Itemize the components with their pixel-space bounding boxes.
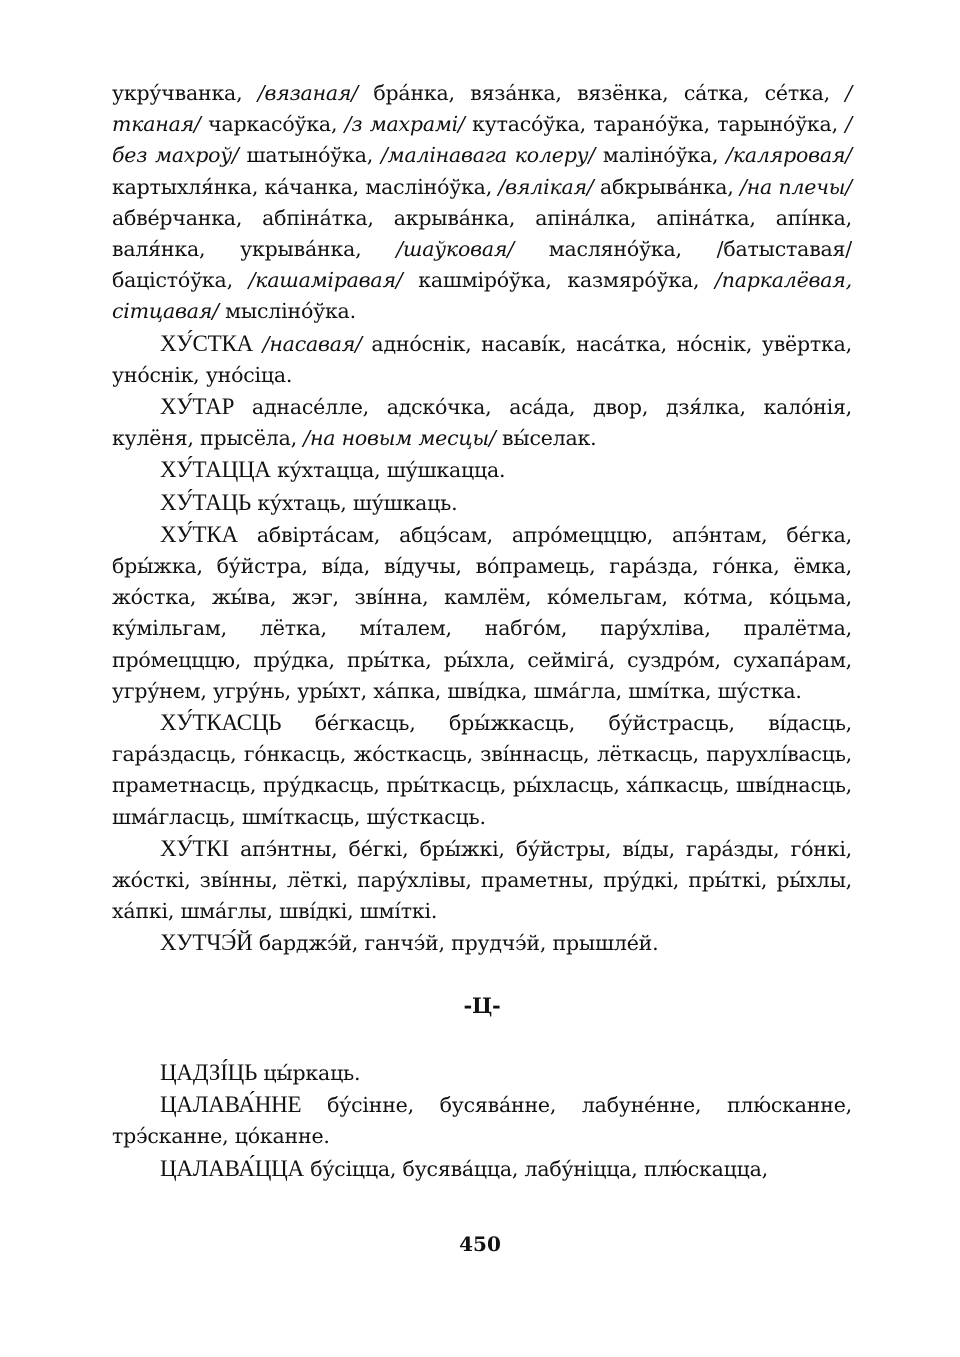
dictionary-entry [112,707,852,833]
synonym-text: аднасе́лле, адско́чка, аса́да, двор, дзя́лка, кало́нія, кулёня, прысёла, [112,395,852,451]
entry-headword: ХУ́ТКА [160,521,238,547]
entry-headword: ЦАДЗІ́ЦЬ [160,1059,258,1085]
synonym-text: маліно́ўка, [595,143,727,168]
usage-note: /вязаная/ [257,81,358,105]
synonym-text: чаркасо́ўка, [200,112,345,137]
dictionary-page [112,78,852,1185]
dictionary-entry [112,454,852,486]
dictionary-entry [112,1089,852,1152]
synonym-text: картыхля́нка, ка́чанка, масліно́ўка, [112,174,499,199]
synonym-text [253,332,263,356]
dictionary-entry [112,1057,852,1089]
usage-note: /на новым месцы/ [303,426,496,451]
entry-headword: ХУ́ТКАСЦЬ [160,710,282,736]
entry-headword: ЦАЛАВА́ННЕ [160,1092,302,1118]
synonym-text: кутасо́ўка, тарано́ўка, тарыно́ўка, [464,112,846,137]
synonym-text: барджэ́й, ганчэ́й, прудчэ́й, прышле́й. [252,931,659,956]
synonym-text: абве́рчанка, абпіна́тка, акрыва́нка, апіна́лка, апіна́тка, апі́нка, валя́нка, укрыва́нка, [112,205,852,262]
synonym-text: бу́сіцца, бусява́цца, лабу́ніцца, плю́скацца, [303,1156,768,1181]
page-number: 450 [459,1232,501,1256]
entry-headword: ХУ́ТАЦЬ [160,489,252,515]
usage-note: /вялікая/ [498,174,594,199]
usage-note: /насавая/ [262,331,362,356]
dictionary-entry [112,487,852,519]
usage-note: /з махрамі/ [344,112,465,137]
synonym-text: адно́снік, насаві́к, наса́тка, но́снік, увёртка, уно́снік, уно́сіца. [112,331,852,387]
usage-note: /тканая/ [112,81,852,137]
entries-list [112,328,852,960]
entry-headword: ХУТЧЭ́Й [160,930,253,956]
synonym-text: бра́нка, вяза́нка, вязёнка, са́тка, се́тка, [358,81,846,105]
synonym-text: бе́гкасць, бры́жкасць, бу́йстрасць, ві́дасць, гара́здасць, го́нкасць, жо́сткасць, зві́ннасць, лёткасць, парухлі́васць, праметнасць, пру́дкасць, пры́ткасць, ры́хласць, ха́пкасць, шві́днасць, шма́гласць, шмі́ткасць, шу́сткасць. [112,711,852,829]
section-letter-heading: -Ц- [463,992,501,1018]
usage-note: /без махроў/ [112,112,852,168]
entry-headword: ХУ́СТКА [160,330,254,356]
entry-headword: ХУ́ТКІ [160,835,229,861]
dictionary-entry [112,519,852,707]
dictionary-entry [112,927,852,959]
usage-note: /паркалёвая, сітцавая/ [112,268,852,324]
dictionary-entry [112,328,852,391]
synonym-text: цы́ркаць. [257,1060,361,1085]
synonym-text: мысліно́ўка. [218,299,356,324]
synonym-text: бацісто́ўка, [112,268,249,293]
entry-headword: ХУ́ТАР [160,394,235,420]
continuation-paragraph [112,78,852,328]
usage-note: /малінавага колеру/ [380,143,596,168]
usage-note: /на плечы/ [740,174,852,199]
synonym-text: ку́хтацца, шу́шкацца. [270,458,506,483]
synonym-text: абвірта́сам, абцэ́сам, апро́мецццю, апэ́нтам, бе́гка, бры́жка, бу́йстра, ві́да, ві́дучы, во́прамець, гара́зда, го́нка, ёмка, жо́стка, жы́ва, жэг, зві́нна, камлём, ко́мельгам, ко́тма, ко́цьма, ку́мільгам, лётка, мі́талем, набго́м, пару́хліва, пралётма, про́мецццю, пру́дка, пры́тка, ры́хла, сейміга́, суздро́м, сухапа́рам, угру́нем, угру́нь, уры́хт, ха́пка, шві́дка, шма́гла, шмі́тка, шу́стка. [112,522,852,703]
synonym-text: шатыно́ўка, [238,143,381,168]
synonym-text: бу́сінне, бусява́нне, лабуне́нне, плю́сканне, трэ́сканне, цо́канне. [112,1093,852,1149]
synonym-text: кашміро́ўка, казмяро́ўка, [402,268,716,293]
entry-headword: ЦАЛАВА́ЦЦА [160,1155,304,1181]
entry-headword: ХУ́ТАЦЦА [160,457,271,483]
synonym-text: /батыставая/ [716,237,852,262]
synonym-text: масляно́ўка, [513,237,717,262]
synonym-text: вы́селак. [495,426,597,451]
usage-note: /кашаміравая/ [248,268,403,293]
section-entries-list [112,1057,852,1185]
synonym-text: ку́хтаць, шу́шкаць. [251,490,458,515]
synonym-text: абкрыва́нка, [593,174,740,199]
synonym-text: укру́чванка, [112,81,258,105]
dictionary-entry [112,1153,852,1185]
dictionary-entry [112,833,852,928]
usage-note: /каляровая/ [726,143,852,168]
synonym-text: апэ́нтны, бе́гкі, бры́жкі, бу́йстры, ві́ды, гара́зды, го́нкі, жо́сткі, зві́нны, лёткі, пару́хлівы, праметны, пру́дкі, пры́ткі, ры́хлы, ха́пкі, шма́глы, шві́дкі, шмі́ткі. [112,836,852,924]
usage-note: /шаўковая/ [396,237,514,262]
dictionary-entry [112,391,852,454]
